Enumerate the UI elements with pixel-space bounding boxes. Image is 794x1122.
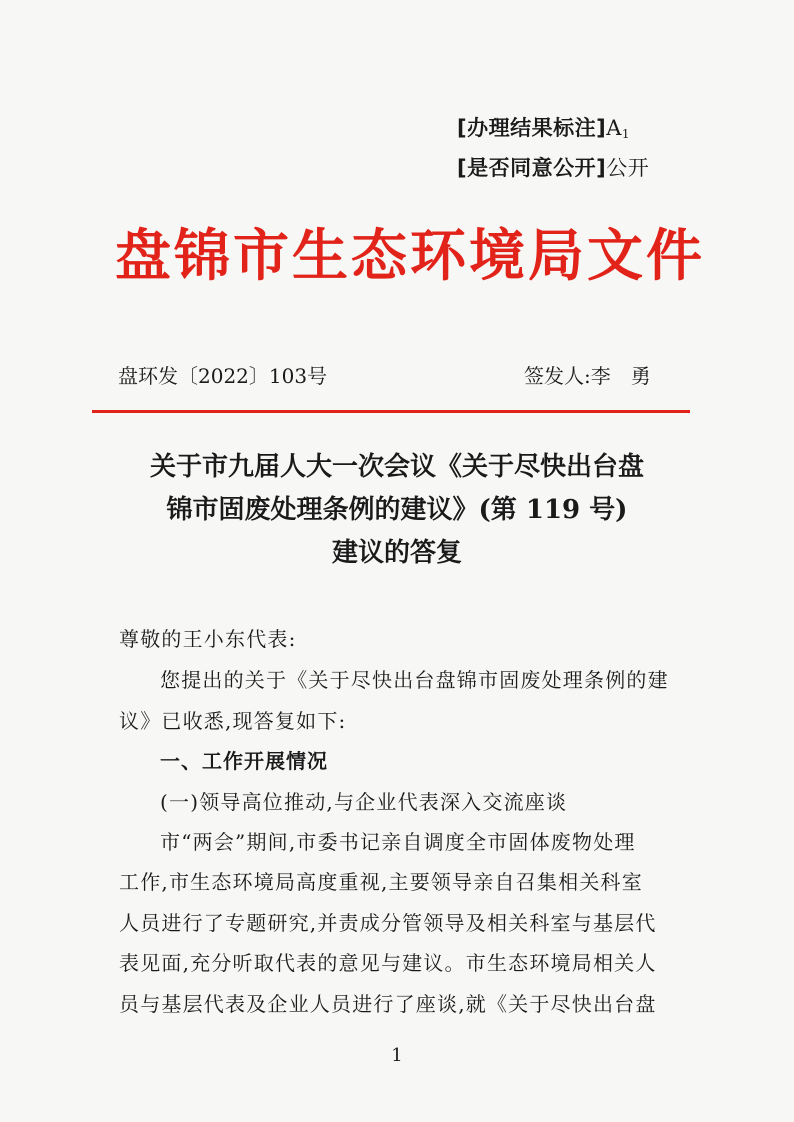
title-line-3: 建议的答复	[331, 538, 462, 568]
doc-number: 盘环发〔2022〕103号	[118, 364, 328, 388]
paragraph-1-line-2: 议》已收悉,现答复如下:	[119, 709, 347, 733]
paragraph-2-line-3: 人员进行了专题研究,并责成分管领导及相关科室与基层代	[119, 911, 657, 935]
subsection-heading-1: (一)领导高位推动,与企业代表深入交流座谈	[160, 790, 568, 814]
paragraph-1-line-1: 您提出的关于《关于尽快出台盘锦市固废处理条例的建	[160, 668, 669, 692]
masthead-title: 盘锦市生态环境局文件	[115, 223, 705, 289]
public-label: [是否同意公开]	[457, 156, 607, 180]
section-heading-1: 一、工作开展情况	[160, 749, 328, 773]
paragraph-2-line-5: 员与基层代表及企业人员进行了座谈,就《关于尽快出台盘	[119, 992, 657, 1016]
paragraph-2-line-2: 工作,市生态环境局高度重视,主要领导亲自召集相关科室	[119, 870, 643, 894]
red-divider	[92, 410, 690, 413]
result-subscript: 1	[621, 127, 631, 141]
salutation: 尊敬的王小东代表:	[119, 627, 297, 651]
issuer: 签发人:李 勇	[524, 364, 651, 388]
title-line-1: 关于市九届人大一次会议《关于尽快出台盘	[149, 452, 644, 482]
public-value: 公开	[606, 156, 650, 180]
result-label: [办理结果标注]	[457, 116, 607, 140]
public-annotation	[457, 152, 649, 182]
title-line-2: 锦市固废处理条例的建议》(第 119 号)	[166, 495, 628, 525]
page-number: 1	[391, 1045, 403, 1066]
result-annotation	[457, 112, 630, 142]
result-value: A	[606, 116, 622, 140]
paragraph-2-line-4: 表见面,充分听取代表的意见与建议。市生态环境局相关人	[119, 951, 657, 975]
paragraph-2-line-1: 市“两会”期间,市委书记亲自调度全市固体废物处理	[160, 830, 636, 854]
